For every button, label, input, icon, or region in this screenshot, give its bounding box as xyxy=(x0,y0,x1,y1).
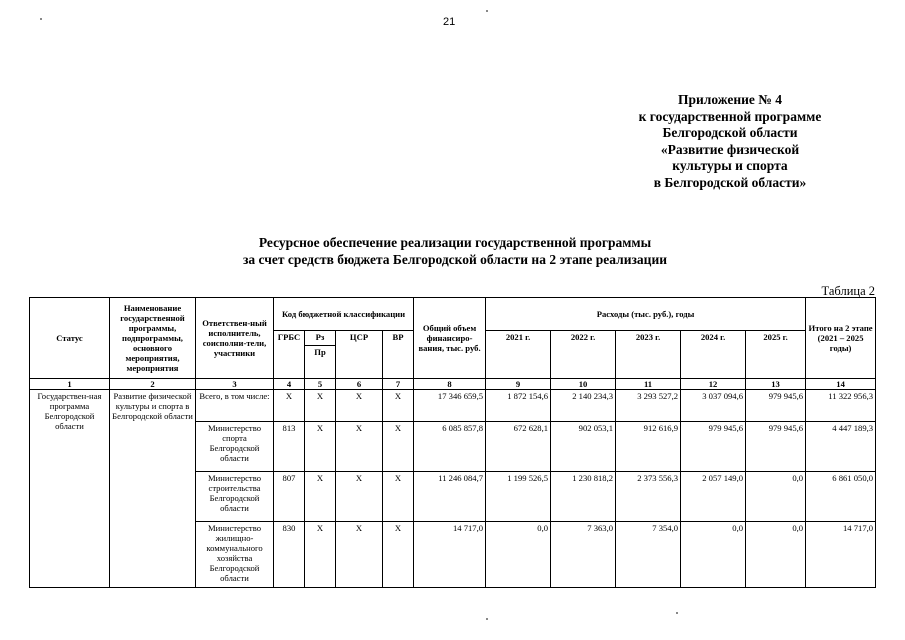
title-line-2: за счет средств бюджета Белгородской области на 2 этапе реализации xyxy=(242,252,668,267)
grbs-cell: 830 xyxy=(274,522,305,588)
itogo-cell: 4 447 189,3 xyxy=(806,422,876,472)
y2025-cell: 0,0 xyxy=(746,472,806,522)
vr-cell: X xyxy=(383,422,414,472)
col-vr-header: ВР xyxy=(383,331,414,379)
column-number: 5 xyxy=(305,379,336,390)
rz-cell: X xyxy=(305,422,336,472)
y2022-cell: 902 053,1 xyxy=(551,422,616,472)
col-status-header: Статус xyxy=(30,298,110,379)
csr-cell: X xyxy=(336,522,383,588)
column-number: 6 xyxy=(336,379,383,390)
y2021-cell: 0,0 xyxy=(486,522,551,588)
y2022-cell: 1 230 818,2 xyxy=(551,472,616,522)
itogo-cell: 6 861 050,0 xyxy=(806,472,876,522)
column-number: 11 xyxy=(616,379,681,390)
column-number: 4 xyxy=(274,379,305,390)
col-2022-header: 2022 г. xyxy=(551,331,616,379)
col-expenses-header: Расходы (тыс. руб.), годы xyxy=(486,298,806,331)
column-number-row xyxy=(30,379,876,390)
appendix-line: к государственной программе xyxy=(638,108,822,124)
col-total-header: Общий объем финансиро-вания, тыс. руб. xyxy=(414,298,486,379)
total-cell: 17 346 659,5 xyxy=(414,390,486,422)
col-csr-header: ЦСР xyxy=(336,331,383,379)
rz-cell: X xyxy=(305,390,336,422)
col-rz-header: Рз xyxy=(305,331,336,346)
program-name-cell: Развитие физической культуры и спорта в Белгородской области xyxy=(110,390,196,588)
y2024-cell: 979 945,6 xyxy=(681,422,746,472)
y2023-cell: 3 293 527,2 xyxy=(616,390,681,422)
y2022-cell: 2 140 234,3 xyxy=(551,390,616,422)
total-cell: 14 717,0 xyxy=(414,522,486,588)
y2022-cell: 7 363,0 xyxy=(551,522,616,588)
total-cell: 6 085 857,8 xyxy=(414,422,486,472)
responsible-cell: Министерство строительства Белгородской области xyxy=(196,472,274,522)
vr-cell: X xyxy=(383,390,414,422)
scan-speck xyxy=(40,18,42,20)
col-responsible-header: Ответствен-ный исполнитель, соисполни-тели, участники xyxy=(196,298,274,379)
vr-cell: X xyxy=(383,472,414,522)
appendix-line: в Белгородской области» xyxy=(653,174,807,190)
table-row xyxy=(30,390,876,422)
col-grbs-header: ГРБС xyxy=(274,331,305,379)
col-itogo-header: Итого на 2 этапе (2021 – 2025 годы) xyxy=(806,298,876,379)
appendix-line: Приложение № 4 xyxy=(678,92,782,107)
appendix-line: Белгородской области xyxy=(662,125,798,140)
column-number: 13 xyxy=(746,379,806,390)
responsible-cell: Всего, в том числе: xyxy=(196,390,274,422)
budget-table xyxy=(29,297,876,588)
y2021-cell: 1 199 526,5 xyxy=(486,472,551,522)
scan-speck xyxy=(486,10,488,12)
vr-cell: X xyxy=(383,522,414,588)
status-cell: Государствен-ная программа Белгородской области xyxy=(30,390,110,588)
column-number: 2 xyxy=(110,379,196,390)
appendix-heading xyxy=(600,92,860,191)
rz-cell: X xyxy=(305,522,336,588)
page-number: 21 xyxy=(443,16,456,28)
column-number: 8 xyxy=(414,379,486,390)
y2021-cell: 1 872 154,6 xyxy=(486,390,551,422)
title-line-1: Ресурсное обеспечение реализации государственной программы xyxy=(258,235,652,250)
column-number: 9 xyxy=(486,379,551,390)
appendix-line: «Развитие физической xyxy=(660,141,800,157)
col-2023-header: 2023 г. xyxy=(616,331,681,379)
itogo-cell: 11 322 956,3 xyxy=(806,390,876,422)
y2021-cell: 672 628,1 xyxy=(486,422,551,472)
col-pr-header: Пр xyxy=(305,346,336,379)
column-number: 14 xyxy=(806,379,876,390)
total-cell: 11 246 084,7 xyxy=(414,472,486,522)
col-2021-header: 2021 г. xyxy=(486,331,551,379)
col-2024-header: 2024 г. xyxy=(681,331,746,379)
col-budget-code-header: Код бюджетной классификации xyxy=(274,298,414,331)
csr-cell: X xyxy=(336,472,383,522)
scan-speck xyxy=(486,618,488,620)
csr-cell: X xyxy=(336,422,383,472)
y2023-cell: 7 354,0 xyxy=(616,522,681,588)
table-caption: Таблица 2 xyxy=(821,284,875,298)
grbs-cell: 807 xyxy=(274,472,305,522)
y2024-cell: 2 057 149,0 xyxy=(681,472,746,522)
grbs-cell: 813 xyxy=(274,422,305,472)
csr-cell: X xyxy=(336,390,383,422)
col-name-header: Наименование государственной программы, подпрограммы, основного мероприятия, мероприятия xyxy=(110,298,196,379)
document-title xyxy=(160,234,750,268)
column-number: 12 xyxy=(681,379,746,390)
col-2025-header: 2025 г. xyxy=(746,331,806,379)
column-number: 10 xyxy=(551,379,616,390)
responsible-cell: Министерство спорта Белгородской области xyxy=(196,422,274,472)
y2023-cell: 912 616,9 xyxy=(616,422,681,472)
y2025-cell: 979 945,6 xyxy=(746,422,806,472)
y2024-cell: 0,0 xyxy=(681,522,746,588)
appendix-line: культуры и спорта xyxy=(672,158,788,173)
y2025-cell: 0,0 xyxy=(746,522,806,588)
y2024-cell: 3 037 094,6 xyxy=(681,390,746,422)
column-number: 7 xyxy=(383,379,414,390)
column-number: 1 xyxy=(30,379,110,390)
grbs-cell: X xyxy=(274,390,305,422)
column-number: 3 xyxy=(196,379,274,390)
y2025-cell: 979 945,6 xyxy=(746,390,806,422)
header-row xyxy=(30,298,876,331)
itogo-cell: 14 717,0 xyxy=(806,522,876,588)
responsible-cell: Министерство жилищно-коммунального хозяйства Белгородской области xyxy=(196,522,274,588)
rz-cell: X xyxy=(305,472,336,522)
y2023-cell: 2 373 556,3 xyxy=(616,472,681,522)
scan-speck xyxy=(676,612,678,614)
